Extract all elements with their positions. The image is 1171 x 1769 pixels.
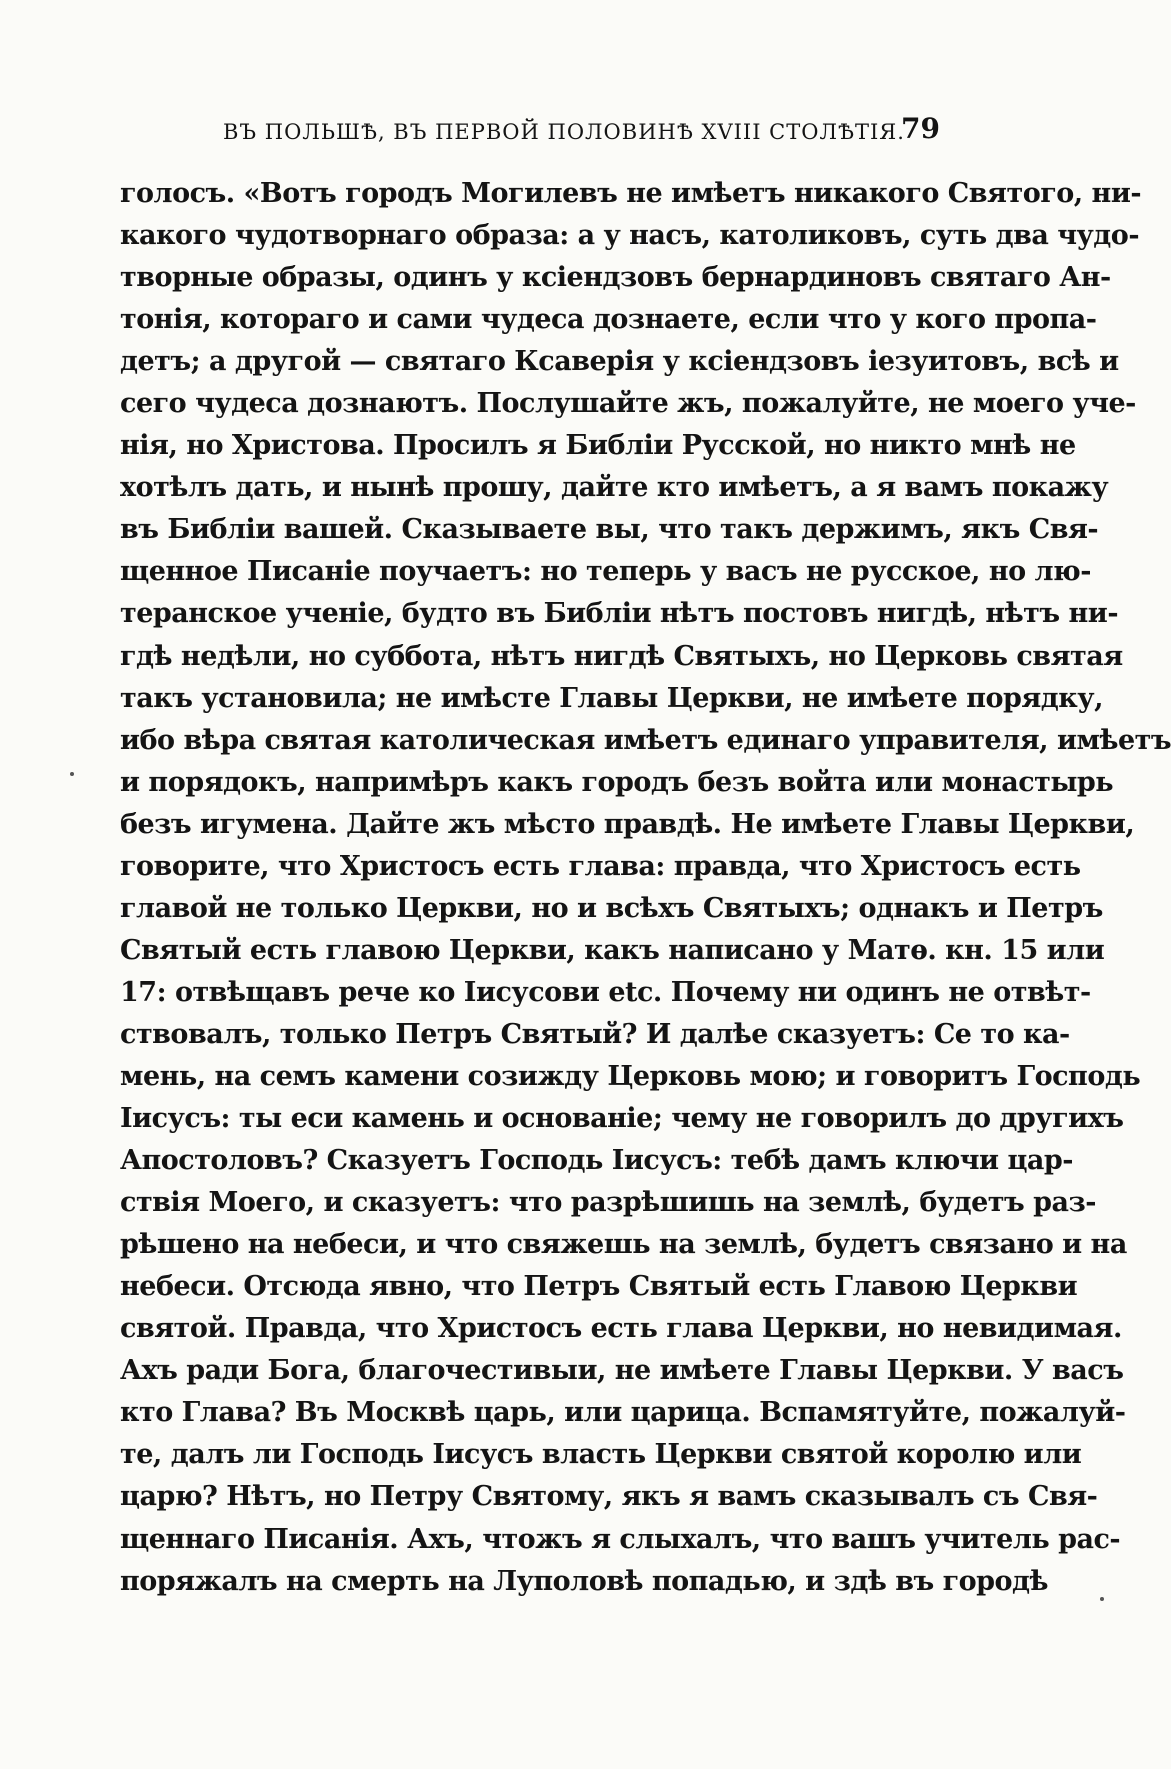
text-line: въ Библіи вашей. Сказываете вы, что такъ держимъ, якъ Свя- bbox=[120, 514, 1099, 546]
text-line: щенное Писаніе поучаетъ: но теперь у васъ не русское, но лю- bbox=[120, 556, 1091, 588]
text-line: рѣшено на небеси, и что свяжешь на землѣ, будетъ связано и на bbox=[120, 1229, 1127, 1261]
text-line: святой. Правда, что Христосъ есть глава Церкви, но невидимая. bbox=[120, 1313, 1122, 1345]
text-line: Святый есть главою Церкви, какъ написано у Матѳ. кн. 15 или bbox=[120, 934, 1105, 966]
text-line: кто Глава? Въ Москвѣ царь, или царица. Вспамятуйте, пожалуй- bbox=[120, 1397, 1126, 1429]
text-line: главой не только Церкви, но и всѣхъ Святыхъ; однакъ и Петръ bbox=[120, 892, 1103, 924]
text-line: царю? Нѣтъ, но Петру Святому, якъ я вамъ сказывалъ съ Свя- bbox=[120, 1481, 1098, 1513]
text-line: ибо вѣра святая католическая имѣетъ единаго управителя, имѣетъ bbox=[120, 724, 1171, 756]
text-line: нія, но Христова. Просилъ я Библіи Русской, но никто мнѣ не bbox=[120, 430, 1076, 462]
text-line: щеннаго Писанія. Ахъ, чтожъ я слыхалъ, что вашъ учитель рас- bbox=[120, 1523, 1121, 1555]
text-line: голосъ. «Вотъ городъ Могилевъ не имѣетъ никакого Святого, ни- bbox=[120, 178, 1142, 209]
text-line: безъ игумена. Дайте жъ мѣсто правдѣ. Не имѣете Главы Церкви, bbox=[120, 808, 1135, 840]
text-line: говорите, что Христосъ есть глава: правда, что Христосъ есть bbox=[120, 850, 1081, 882]
text-line: творные образы, одинъ у ксіендзовъ бернардиновъ святаго Ан- bbox=[120, 262, 1111, 294]
text-line: ствія Моего, и сказуетъ: что разрѣшишь на землѣ, будетъ раз- bbox=[120, 1187, 1096, 1219]
page-header bbox=[120, 112, 940, 156]
text-line: Апостоловъ? Сказуетъ Господь Іисусъ: тебѣ дамъ ключи цар- bbox=[120, 1145, 1073, 1177]
text-line: такъ установила; не имѣсте Главы Церкви, не имѣете порядку, bbox=[120, 682, 1103, 714]
text-line: хотѣлъ дать, и нынѣ прошу, дайте кто имѣетъ, а я вамъ покажу bbox=[120, 472, 1109, 504]
text-line: ствовалъ, только Петръ Святый? И далѣе сказуетъ: Се то ка- bbox=[120, 1018, 1070, 1050]
text-line: мень, на семъ камени созижду Церковь мою; и говоритъ Господь bbox=[120, 1060, 1141, 1092]
body-text bbox=[120, 173, 1171, 1603]
text-line: детъ; а другой — святаго Ксаверія у ксіендзовъ іезуитовъ, всѣ и bbox=[120, 346, 1119, 378]
text-line: теранское ученіе, будто въ Библіи нѣтъ постовъ нигдѣ, нѣтъ ни- bbox=[120, 598, 1119, 630]
text-line: Ахъ ради Бога, благочестивыи, не имѣете Главы Церкви. У васъ bbox=[120, 1355, 1124, 1387]
text-line: те, далъ ли Господь Іисусъ власть Церкви святой королю или bbox=[120, 1439, 1082, 1471]
text-line: поряжалъ на смерть на Луполовѣ попадью, и здѣ въ городѣ bbox=[120, 1565, 1049, 1597]
text-line: тонія, котораго и сами чудеса дознаете, если что у кого пропа- bbox=[120, 304, 1097, 336]
text-line: небеси. Отсюда явно, что Петръ Святый есть Главою Церкви bbox=[120, 1271, 1078, 1303]
text-line: сего чудеса дознаютъ. Послушайте жъ, пожалуйте, не моего уче- bbox=[120, 388, 1136, 420]
running-head: ВЪ ПОЛЬШѢ, ВЪ ПЕРВОЙ ПОЛОВИНѢ XVIII СТОЛѢТІЯ. bbox=[223, 120, 905, 144]
margin-speck bbox=[1100, 1597, 1104, 1601]
text-line: и порядокъ, напримѣръ какъ городъ безъ войта или монастырь bbox=[120, 766, 1114, 798]
margin-speck bbox=[70, 772, 74, 776]
text-line: Іисусъ: ты еси камень и основаніе; чему не говорилъ до другихъ bbox=[120, 1103, 1124, 1135]
text-line: гдѣ недѣли, но суббота, нѣтъ нигдѣ Святыхъ, но Церковь святая bbox=[120, 640, 1123, 672]
page-number: 79 bbox=[901, 112, 940, 145]
text-line: какого чудотворнаго образа: а у насъ, католиковъ, суть два чудо- bbox=[120, 220, 1140, 252]
text-line: 17: отвѣщавъ рече ко Іисусови etc. Почему ни одинъ не отвѣт- bbox=[120, 976, 1091, 1008]
